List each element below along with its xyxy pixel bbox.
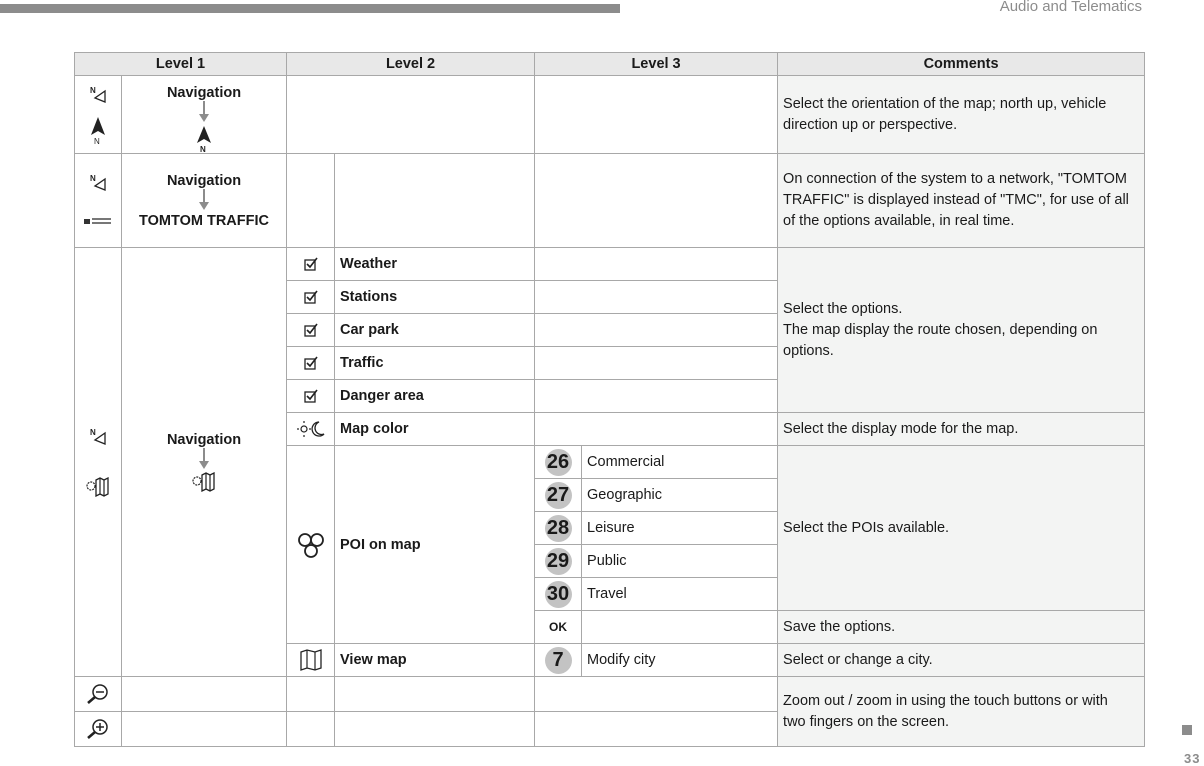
level1-icon-cell — [75, 248, 122, 677]
badge-30: 30 — [545, 581, 572, 608]
option-danger-area: Danger area — [335, 380, 535, 413]
arrow-down-icon — [198, 101, 210, 125]
compass-icon — [88, 85, 108, 105]
option-view-map: View map — [335, 644, 535, 677]
comment-cell: Save the options. — [778, 611, 1145, 644]
level1-navigation-cell — [122, 248, 287, 677]
poi-icon — [297, 531, 325, 559]
checkbox-icon — [304, 356, 318, 370]
poi-leisure: Leisure — [582, 512, 778, 545]
svg-text:N: N — [90, 85, 96, 95]
table-row — [75, 677, 1145, 712]
badge-7: 7 — [545, 647, 572, 674]
comment-cell: Select the orientation of the map; north up, vehicle direction up or perspective. — [778, 76, 1145, 154]
poi-geographic: Geographic — [582, 479, 778, 512]
poi-commercial: Commercial — [582, 446, 778, 479]
page-marker — [1182, 725, 1192, 735]
top-bar — [0, 4, 620, 13]
tomtom-traffic-label: TOMTOM TRAFFIC — [139, 212, 269, 229]
navigation-label: Navigation — [166, 172, 242, 189]
map-settings-icon — [191, 472, 217, 492]
map-icon — [299, 649, 323, 671]
level1-icon-cell — [75, 76, 122, 154]
comment-cell: On connection of the system to a network, "TOMTOM TRAFFIC" is displayed instead of "TMC", for use of all of the options available, in real time. — [778, 154, 1145, 248]
header-comments: Comments — [778, 53, 1145, 76]
section-title: Audio and Telematics — [999, 0, 1142, 15]
ok-label: OK — [549, 620, 568, 634]
comment-cell: Select the POIs available. — [778, 446, 1145, 611]
page-number: 33 — [1184, 751, 1201, 766]
north-arrow-icon — [194, 125, 214, 153]
badge-28: 28 — [545, 515, 572, 542]
arrow-down-icon — [198, 189, 210, 213]
checkbox-icon — [304, 323, 318, 337]
navigation-label: Navigation — [166, 432, 242, 448]
header-level-2: Level 2 — [287, 53, 535, 76]
poi-public: Public — [582, 545, 778, 578]
arrow-down-icon — [198, 448, 210, 472]
north-arrow-icon — [88, 115, 108, 145]
option-traffic: Traffic — [335, 347, 535, 380]
checkbox-icon — [304, 257, 318, 271]
option-weather: Weather — [335, 248, 535, 281]
navigation-label: Navigation — [166, 85, 242, 101]
modify-city: Modify city — [582, 644, 778, 677]
badge-27: 27 — [545, 482, 572, 509]
zoom-out-icon — [86, 683, 110, 705]
compass-icon — [88, 427, 108, 447]
comment-cell: Select the display mode for the map. — [778, 413, 1145, 446]
table-row — [75, 154, 1145, 248]
day-night-icon — [297, 420, 325, 438]
tomtom-traffic-icon — [83, 216, 113, 226]
comment-cell: Select the options. The map display the route chosen, depending on options. — [778, 248, 1145, 413]
map-settings-icon — [85, 477, 111, 497]
svg-text:N: N — [200, 145, 206, 153]
table-row — [75, 248, 1145, 281]
badge-29: 29 — [545, 548, 572, 575]
svg-text:N: N — [90, 428, 96, 437]
level1-icon-cell — [75, 154, 122, 248]
option-stations: Stations — [335, 281, 535, 314]
level1-navigation-cell — [122, 154, 287, 248]
table-header-row — [75, 53, 1145, 76]
comment-cell: Select or change a city. — [778, 644, 1145, 677]
option-car-park: Car park — [335, 314, 535, 347]
zoom-in-icon — [86, 718, 110, 740]
compass-icon — [88, 173, 108, 193]
table-row — [75, 76, 1145, 154]
header-level-3: Level 3 — [535, 53, 778, 76]
svg-text:N: N — [94, 136, 100, 145]
badge-26: 26 — [545, 449, 572, 476]
option-poi-on-map: POI on map — [335, 446, 535, 644]
option-map-color: Map color — [335, 413, 535, 446]
level1-navigation-cell — [122, 76, 287, 154]
checkbox-icon — [304, 290, 318, 304]
navigation-menu-table — [74, 52, 1145, 747]
header-level-1: Level 1 — [75, 53, 287, 76]
comment-cell: Zoom out / zoom in using the touch buttons or with two fingers on the screen. — [778, 677, 1145, 747]
svg-text:N: N — [90, 173, 96, 183]
poi-travel: Travel — [582, 578, 778, 611]
checkbox-icon — [304, 389, 318, 403]
